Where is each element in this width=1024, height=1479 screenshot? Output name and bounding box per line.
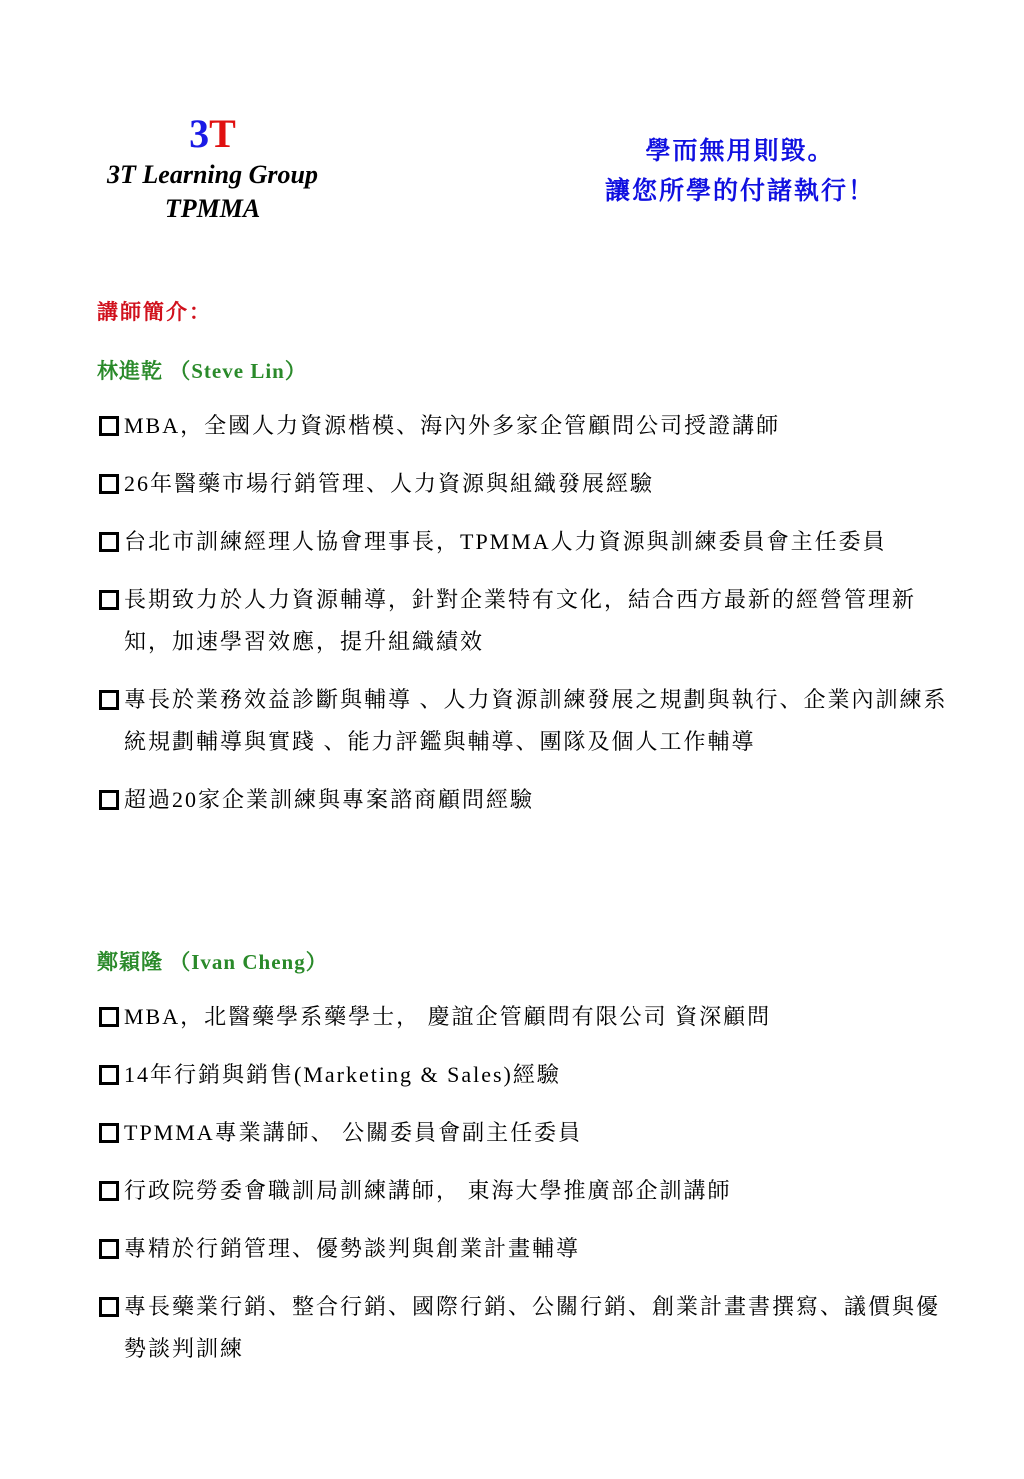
bullet-text: MBA，北醫藥學系藥學士， 慶誼企管顧問有限公司 資深顧問 [124,1004,772,1029]
list-item [97,463,957,505]
list-item [97,1228,957,1270]
logo-letter: T [209,111,236,156]
logo-block [60,110,365,226]
checkbox-square-icon [99,590,119,610]
checkbox-square-icon [99,416,119,436]
list-item [97,1170,957,1212]
checkbox-square-icon [99,1123,119,1143]
motto-line-1: 學而無用則毀。 [645,138,835,165]
checkbox-square-icon [99,474,119,494]
checkbox-square-icon [99,1007,119,1027]
org-name: 3T Learning Group [107,160,318,189]
bullet-text: TPMMA專業講師、 公關委員會副主任委員 [124,1120,583,1145]
bullet-text: 台北市訓練經理人協會理事長，TPMMA人力資源與訓練委員會主任委員 [124,529,887,554]
list-item [97,521,957,563]
checkbox-square-icon [99,1181,119,1201]
bullet-text: 長期致力於人力資源輔導，針對企業特有文化，結合西方最新的經營管理新知，加速學習效應，提升組織績效 [124,587,917,654]
list-item [97,996,957,1038]
list-item [97,1054,957,1096]
instructor-name-2: 鄭穎隆 （Ivan Cheng） [97,950,328,974]
bullet-text: 專長藥業行銷、整合行銷、國際行銷、公關行銷、創業計畫書撰寫、議價與優勢談判訓練 [124,1294,941,1361]
bullet-text: 專精於行銷管理、優勢談判與創業計畫輔導 [124,1236,581,1261]
bullet-text: 專長於業務效益診斷與輔導 、人力資源訓練發展之規劃與執行、企業內訓練系統規劃輔導與實踐 、能力評鑑與輔導、團隊及個人工作輔導 [124,687,948,754]
logo-mark [60,110,365,158]
checkbox-square-icon [99,1297,119,1317]
instructor-name-1: 林進乾 （Steve Lin） [97,359,307,383]
checkbox-square-icon [99,790,119,810]
checkbox-square-icon [99,532,119,552]
motto [560,132,920,212]
instructor-1-bullet-list [97,405,957,837]
bullet-text: 26年醫藥市場行銷管理、人力資源與組織發展經驗 [124,471,655,496]
bullet-text: MBA，全國人力資源楷模、海內外多家企管顧問公司授證講師 [124,413,781,438]
list-item [97,779,957,821]
org-subtitle: TPMMA [164,194,261,223]
instructor-2-bullet-list [97,996,957,1386]
checkbox-square-icon [99,690,119,710]
list-item [97,1286,957,1370]
list-item [97,579,957,663]
section-title: 講師簡介： [97,300,212,324]
list-item [97,1112,957,1154]
bullet-text: 14年行銷與銷售(Marketing & Sales)經驗 [124,1062,561,1087]
checkbox-square-icon [99,1065,119,1085]
bullet-text: 行政院勞委會職訓局訓練講師， 東海大學推廣部企訓講師 [124,1178,732,1203]
motto-line-2: 讓您所學的付諸執行！ [604,178,875,205]
checkbox-square-icon [99,1239,119,1259]
list-item [97,405,957,447]
list-item [97,679,957,763]
logo-number: 3 [189,111,210,156]
bullet-text: 超過20家企業訓練與專案諮商顧問經驗 [124,787,535,812]
